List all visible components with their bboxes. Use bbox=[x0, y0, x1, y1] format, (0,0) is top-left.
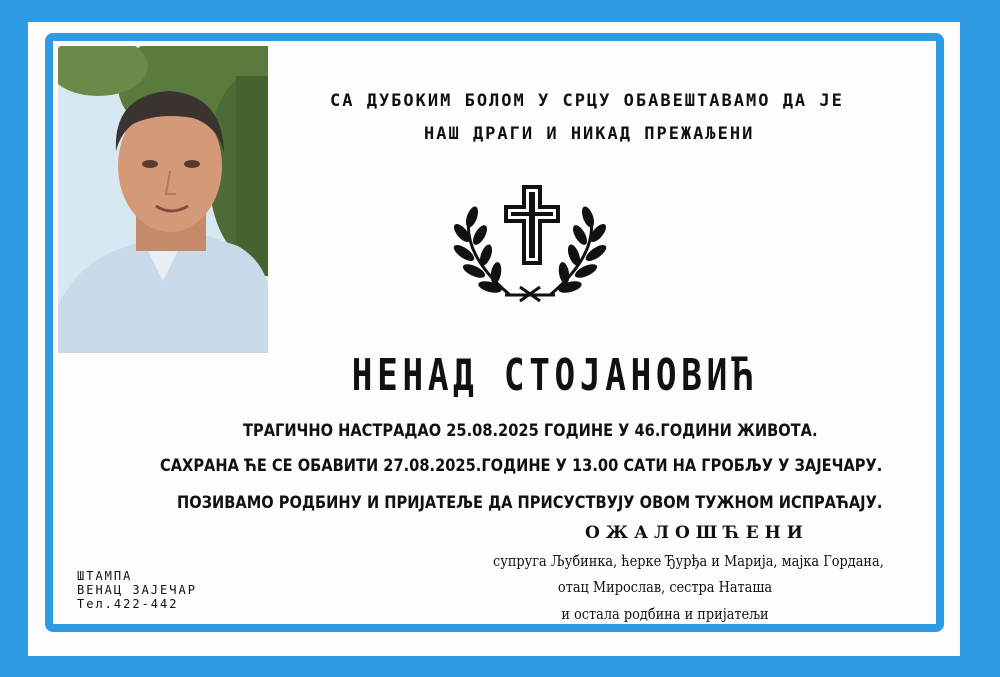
cross-wreath-emblem bbox=[450, 183, 610, 305]
cross-icon bbox=[504, 185, 560, 265]
mourners-title: ОЖАЛОШЋЕНИ bbox=[585, 523, 809, 543]
deceased-name: НЕНАД СТОЈАНОВИЋ bbox=[351, 350, 758, 401]
death-announcement: ТРАГИЧНО НАСТРАДАО 25.08.2025 ГОДИНЕ У 46.ГОДИНИ ЖИВОТА. bbox=[243, 421, 818, 441]
family-line-2: отац Мирослав, сестра Наташа bbox=[557, 578, 773, 596]
family-line-1: супруга Љубинка, ћерке Ђурђа и Марија, мајка Гордана, bbox=[493, 552, 884, 570]
portrait-photo bbox=[58, 46, 268, 353]
invitation-text: ПОЗИВАМО РОДБИНУ И ПРИЈАТЕЉЕ ДА ПРИСУСТВУЈУ ОВОМ ТУЖНОМ ИСПРАЋАЈУ. bbox=[177, 493, 883, 513]
intro-line-2: НАШ ДРАГИ И НИКАД ПРЕЖАЉЕНИ bbox=[424, 124, 755, 144]
printer-phone: Тел.422-442 bbox=[77, 597, 179, 611]
family-line-3: и остала родбина и пријатељи bbox=[561, 605, 769, 623]
printer-label: ШТАМПА bbox=[77, 569, 133, 583]
funeral-info: САХРАНА ЋЕ СЕ ОБАВИТИ 27.08.2025.ГОДИНЕ У 13.00 САТИ НА ГРОБЉУ У ЗАЈЕЧАРУ. bbox=[160, 456, 883, 476]
intro-line-1: СА ДУБОКИМ БОЛОМ У СРЦУ ОБАВЕШТАВАМО ДА ЈЕ bbox=[330, 91, 844, 111]
printer-name: ВЕНАЦ ЗАЈЕЧАР bbox=[77, 583, 197, 597]
